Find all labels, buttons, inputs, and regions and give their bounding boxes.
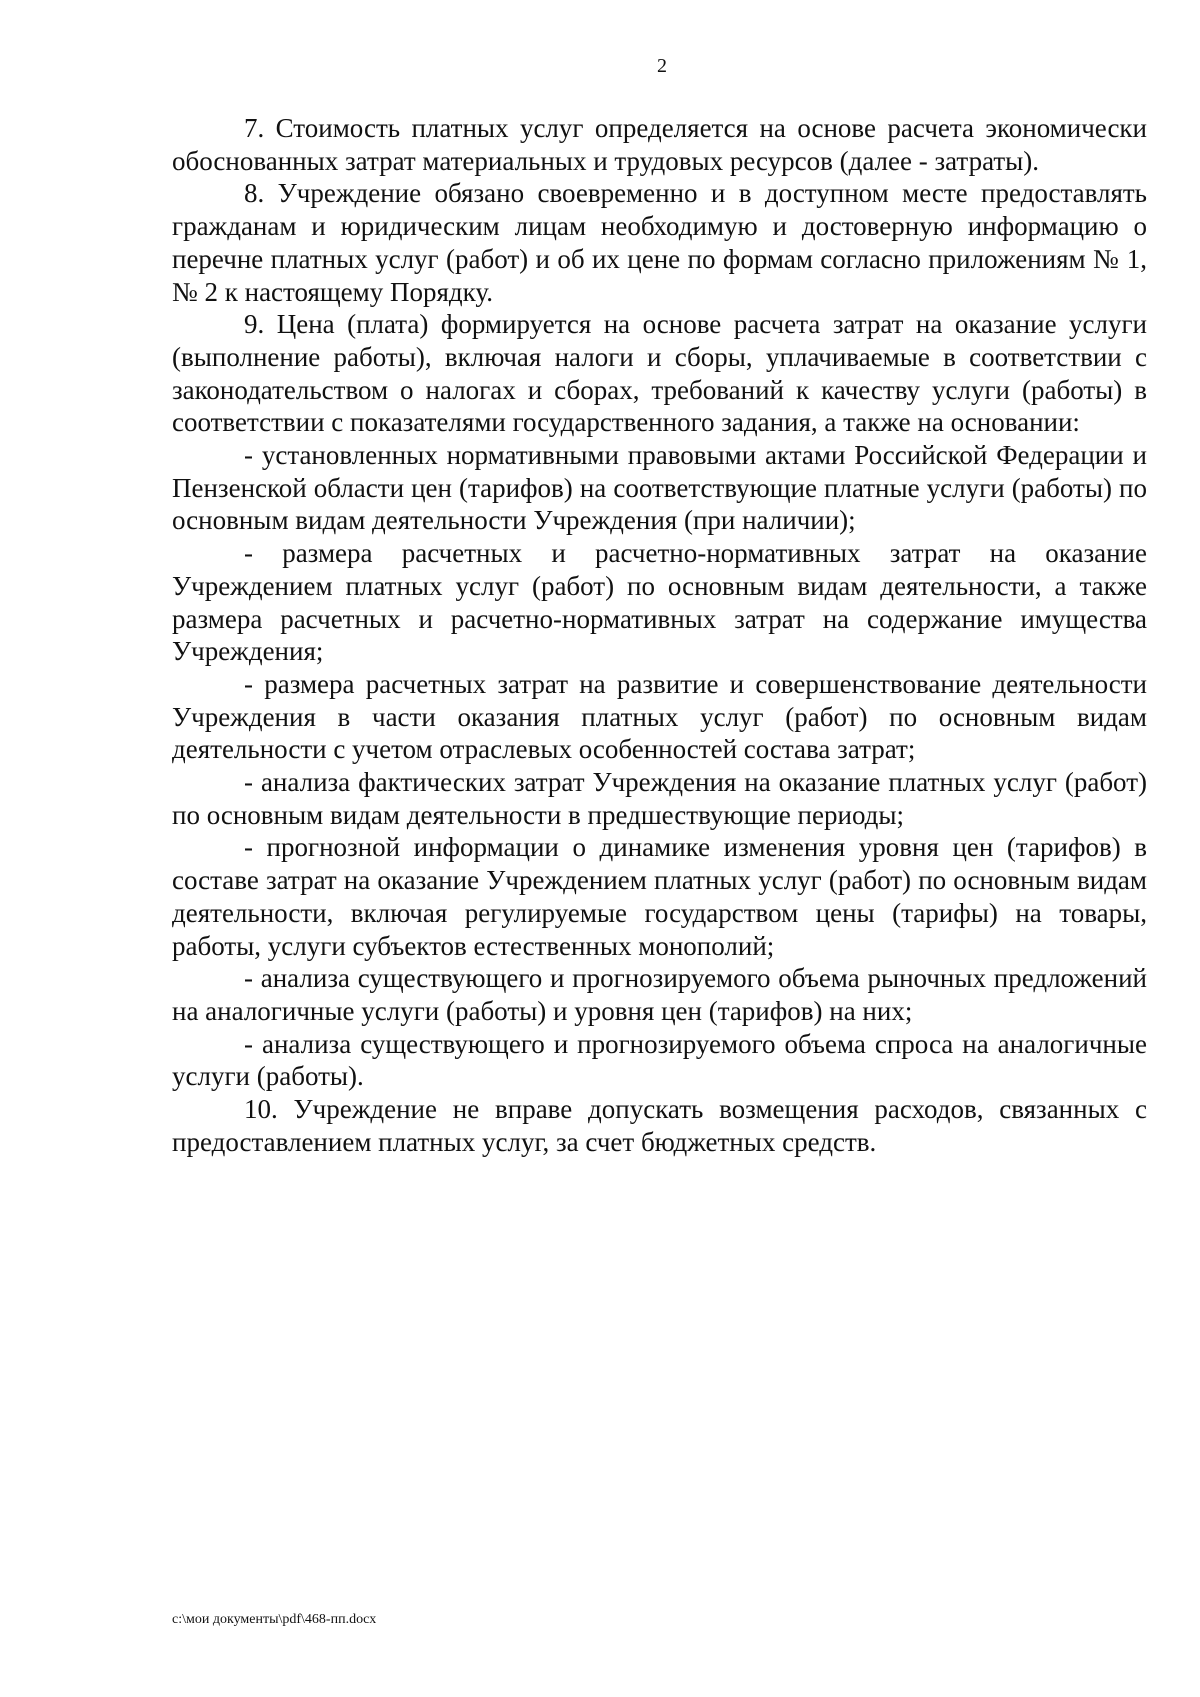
list-item-demand-analysis: - анализа существующего и прогнозируемого объема спроса на аналогичные услуги (работы).	[172, 1028, 1147, 1092]
list-item-regulated-prices: - установленных нормативными правовыми актами Российской Федерации и Пензенской области цен (тарифов) на соответствующие платные услуги (работы) по основным видам деятельности Учреждения (при наличии);	[172, 440, 1147, 536]
footer-file-path: c:\мои документы\pdf\468-пп.docx	[172, 1612, 377, 1627]
list-item-market-supply-analysis: - анализа существующего и прогнозируемого объема рыночных предложений на аналогичные услуги (работы) и уровня цен (тарифов) на них;	[172, 963, 1147, 1026]
document-body	[172, 112, 1147, 1159]
paragraph-10-budget-restriction: 10. Учреждение не вправе допускать возмещения расходов, связанных с предоставлением платных услуг, за счет бюджетных средств.	[172, 1094, 1147, 1157]
paragraph-7-cost-basis: 7. Стоимость платных услуг определяется на основе расчета экономически обоснованных затрат материальных и трудовых ресурсов (далее - затраты).	[172, 113, 1147, 176]
list-item-development-costs: - размера расчетных затрат на развитие и совершенствование деятельности Учреждения в части оказания платных услуг (работ) по основным видам деятельности с учетом отраслевых особенностей состава затрат;	[172, 668, 1147, 765]
list-item-actual-costs-analysis: - анализа фактических затрат Учреждения на оказание платных услуг (работ) по основным видам деятельности в предшествующие периоды;	[172, 767, 1147, 830]
list-item-normative-costs: - размера расчетных и расчетно-нормативных затрат на оказание Учреждением платных услуг (работ) по основным видам деятельности, а также размера расчетных и расчетно-нормативных затрат на содержание имущества Учреждения;	[172, 538, 1147, 667]
page-number: 2	[657, 55, 667, 77]
list-item-price-forecast: - прогнозной информации о динамике изменения уровня цен (тарифов) в составе затрат на оказание Учреждением платных услуг (работ) по основным видам деятельности, включая регулируемые государством цены (тарифы) на товары, работы, услуги субъектов естественных монополий;	[172, 832, 1147, 961]
paragraph-8-information-duty: 8. Учреждение обязано своевременно и в доступном месте предоставлять гражданам и юридическим лицам необходимую и достоверную информацию о перечне платных услуг (работ) и об их цене по формам согласно приложениям № 1, № 2 к настоящему Порядку.	[172, 178, 1147, 307]
paragraph-9-price-formation: 9. Цена (плата) формируется на основе расчета затрат на оказание услуги (выполнение работы), включая налоги и сборы, уплачиваемые в соответствии с законодательством о налогах и сборах, требований к качеству услуги (работы) в соответствии с показателями государственного задания, а также на основании:	[172, 309, 1147, 438]
